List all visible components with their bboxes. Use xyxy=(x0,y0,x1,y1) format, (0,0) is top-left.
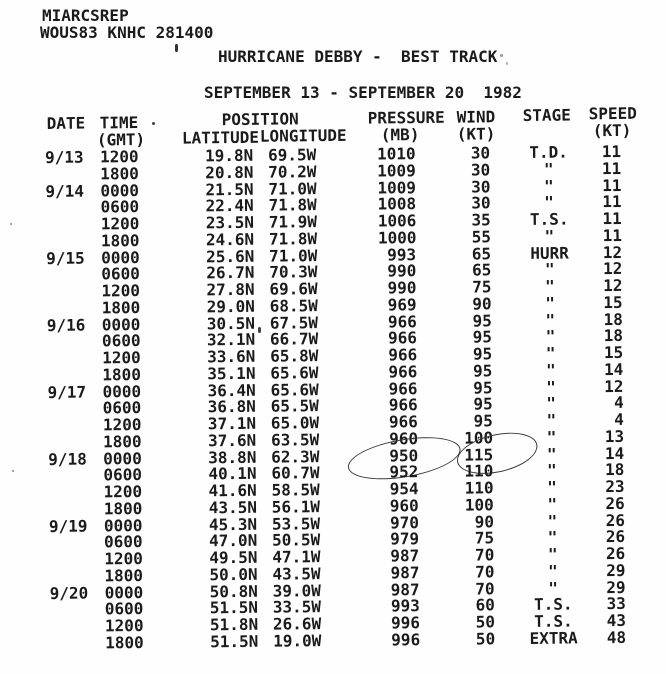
latitude-cell: 43.5N xyxy=(208,497,258,518)
pressure-cell: 993 xyxy=(387,244,417,264)
column-header-speed: SPEED xyxy=(588,103,637,124)
latitude-cell: 27.8N xyxy=(206,279,255,300)
time-cell: 1200 xyxy=(102,348,141,368)
scan-noise xyxy=(152,122,155,125)
pressure-cell: 966 xyxy=(387,311,417,331)
date-cell: 9/19 xyxy=(48,516,88,536)
speed-cell: 15 xyxy=(603,342,624,363)
pressure-cell: 1006 xyxy=(377,211,417,231)
speed-cell: 11 xyxy=(602,208,622,229)
speed-cell: 12 xyxy=(602,259,623,279)
longitude-cell: 69.5W xyxy=(267,145,317,165)
pressure-cell: 960 xyxy=(389,495,419,516)
latitude-cell: 23.5N xyxy=(205,212,255,233)
speed-cell: 26 xyxy=(605,543,626,564)
latitude-cell: 20.8N xyxy=(205,162,254,183)
pressure-cell: 954 xyxy=(389,479,419,499)
circled-pressure-annotation: 950 xyxy=(389,445,419,465)
date-cell xyxy=(50,602,105,619)
column-subheader-mb: (MB) xyxy=(380,125,420,145)
wind-cell: 65 xyxy=(471,243,492,264)
stage-cell: " xyxy=(543,176,554,196)
pressure-cell: 1010 xyxy=(376,144,416,164)
pressure-cell: 969 xyxy=(387,294,417,315)
stage-cell: " xyxy=(545,326,556,347)
wind-cell: 30 xyxy=(470,160,491,180)
pressure-cell: 966 xyxy=(387,328,418,348)
time-cell: 0000 xyxy=(103,448,142,468)
speed-cell: 14 xyxy=(603,359,624,379)
pressure-cell: 1000 xyxy=(377,227,417,248)
stage-cell: " xyxy=(546,444,557,464)
column-subheader-wind-kt: (KT) xyxy=(456,124,496,144)
stage-cell: " xyxy=(547,544,558,564)
latitude-cell: 38.8N xyxy=(208,447,257,467)
stage-cell: EXTRA xyxy=(529,628,578,648)
wind-cell: 95 xyxy=(473,394,493,414)
wind-cell: 35 xyxy=(471,210,491,230)
stage-cell: " xyxy=(547,511,558,531)
time-cell: 1200 xyxy=(99,147,139,167)
column-header-date: DATE xyxy=(46,113,86,133)
longitude-cell: 56.1W xyxy=(271,496,321,517)
time-cell: 0000 xyxy=(101,247,140,267)
track-rows xyxy=(44,141,627,653)
track-row xyxy=(50,627,627,653)
pressure-cell: 1009 xyxy=(377,177,417,198)
longitude-cell: 65.6W xyxy=(270,362,319,383)
circled-wind-annotation: 115 xyxy=(464,444,494,465)
wind-cell: 75 xyxy=(474,528,495,548)
time-cell: 1800 xyxy=(100,230,140,251)
stage-cell: " xyxy=(546,377,556,397)
stage-cell: " xyxy=(548,578,559,598)
wind-cell: 70 xyxy=(474,545,495,565)
longitude-cell: 65.5W xyxy=(270,396,319,416)
pressure-cell: 966 xyxy=(388,412,418,432)
time-cell: 0600 xyxy=(101,264,140,284)
longitude-cell: 50.5W xyxy=(272,530,321,550)
pressure-cell: 993 xyxy=(390,596,420,616)
latitude-cell: 50.0N xyxy=(209,564,258,585)
date-cell xyxy=(46,200,101,217)
speed-cell: 4 xyxy=(614,409,624,430)
pressure-cell: 996 xyxy=(391,629,421,650)
longitude-cell: 69.6W xyxy=(269,279,318,299)
scan-noise xyxy=(258,327,261,333)
column-header-stage: STAGE xyxy=(522,105,571,125)
pressure-cell: 987 xyxy=(390,546,420,566)
time-cell: 1200 xyxy=(100,214,140,234)
stage-cell: " xyxy=(546,410,557,430)
speed-cell: 14 xyxy=(604,443,625,463)
wind-cell: 90 xyxy=(472,294,492,314)
time-cell: 1800 xyxy=(104,565,144,586)
speed-cell: 13 xyxy=(604,426,625,446)
longitude-cell: 71.0W xyxy=(269,245,318,266)
time-cell: 0600 xyxy=(104,599,144,619)
stage-cell: " xyxy=(544,226,555,246)
time-cell: 1200 xyxy=(103,482,143,502)
longitude-cell: 65.0W xyxy=(270,413,320,433)
stage-cell: " xyxy=(547,527,558,548)
date-cell: 9/16 xyxy=(46,315,86,335)
date-cell xyxy=(49,551,104,568)
time-cell: 1800 xyxy=(103,498,143,519)
wind-cell: 50 xyxy=(475,629,496,649)
stage-cell: HURR xyxy=(530,243,569,263)
date-cell xyxy=(48,401,103,418)
latitude-cell: 49.5N xyxy=(209,547,258,568)
time-cell: 1800 xyxy=(102,364,141,385)
longitude-cell: 66.7W xyxy=(269,329,319,349)
column-subheader-longitude: LONGITUDE xyxy=(259,125,347,146)
wind-cell: 75 xyxy=(472,277,492,297)
date-cell: 9/17 xyxy=(47,382,87,402)
date-cell: 9/14 xyxy=(45,181,85,201)
pressure-cell: 970 xyxy=(389,512,420,532)
column-header-time: TIME xyxy=(99,113,139,133)
stage-cell: " xyxy=(543,159,554,179)
latitude-cell: 47.0N xyxy=(209,531,258,551)
latitude-cell: 26.7N xyxy=(206,263,255,283)
stage-cell: " xyxy=(546,393,557,414)
pressure-cell: 990 xyxy=(387,261,417,281)
latitude-cell: 29.0N xyxy=(206,296,255,317)
time-cell: 1800 xyxy=(105,632,144,653)
speed-cell: 15 xyxy=(603,292,623,312)
awips-product-id: MIARCSREP xyxy=(42,6,129,25)
wmo-header: WOUS83 KNHC 281400 xyxy=(40,23,214,42)
speed-cell: 29 xyxy=(606,560,626,580)
wind-cell: 95 xyxy=(472,344,493,364)
longitude-cell: 71.9W xyxy=(268,212,318,232)
wind-cell: 95 xyxy=(473,377,493,398)
date-cell: 9/20 xyxy=(49,583,89,603)
time-cell: 0600 xyxy=(101,331,141,351)
time-cell: 0000 xyxy=(104,582,144,602)
date-cell xyxy=(50,618,105,635)
stage-cell: T.D. xyxy=(529,142,568,162)
stage-cell: T.S. xyxy=(533,594,573,615)
speed-cell: 11 xyxy=(602,225,623,245)
date-cell: 9/18 xyxy=(48,449,87,469)
date-cell xyxy=(48,468,103,485)
longitude-cell: 63.5W xyxy=(270,429,320,450)
latitude-cell: 36.4N xyxy=(207,380,256,400)
longitude-cell: 47.1W xyxy=(272,547,321,567)
wind-cell: 30 xyxy=(470,143,491,163)
wind-cell: 110 xyxy=(464,461,494,481)
time-cell: 0600 xyxy=(102,398,142,418)
longitude-cell: 67.5W xyxy=(269,312,319,333)
speed-cell: 18 xyxy=(603,309,623,329)
wind-cell: 100 xyxy=(464,495,494,515)
speed-cell: 23 xyxy=(605,476,625,497)
time-cell: 0600 xyxy=(103,465,143,485)
speed-cell: 29 xyxy=(606,577,626,597)
stage-cell: " xyxy=(548,561,558,581)
wind-cell: 65 xyxy=(471,260,492,280)
column-subheader-latitude: LATITUDE xyxy=(181,127,260,148)
stage-cell: " xyxy=(547,477,557,497)
stage-cell: " xyxy=(547,494,558,514)
speed-cell: 48 xyxy=(606,627,627,647)
scan-noise xyxy=(10,223,12,225)
latitude-cell: 19.8N xyxy=(204,145,254,166)
stage-cell: " xyxy=(545,360,556,380)
speed-cell: 11 xyxy=(602,175,622,195)
speed-cell: 11 xyxy=(601,158,622,178)
pressure-cell: 987 xyxy=(390,562,420,583)
time-cell: 1200 xyxy=(101,281,141,301)
wind-cell: 60 xyxy=(475,595,495,615)
longitude-cell: 70.3W xyxy=(269,262,318,282)
speed-cell: 18 xyxy=(603,326,624,346)
speed-cell: 43 xyxy=(606,610,627,631)
wind-cell: 50 xyxy=(475,612,496,632)
scan-noise xyxy=(175,44,178,52)
stage-cell: " xyxy=(545,276,555,296)
wind-cell: 55 xyxy=(471,227,492,247)
wind-cell: 70 xyxy=(475,578,495,599)
date-cell: 9/15 xyxy=(46,248,85,268)
time-cell: 0000 xyxy=(100,180,140,200)
pressure-cell: 979 xyxy=(390,529,420,549)
pressure-cell: 966 xyxy=(388,361,418,382)
speed-cell: 11 xyxy=(601,141,622,162)
pressure-cell: 990 xyxy=(387,278,417,298)
longitude-cell: 53.5W xyxy=(271,513,321,534)
latitude-cell: 24.6N xyxy=(205,229,255,250)
speed-cell: 26 xyxy=(605,527,626,547)
wind-cell: 95 xyxy=(472,361,493,381)
time-cell: 0600 xyxy=(100,197,140,217)
date-cell xyxy=(46,283,101,300)
scan-noise xyxy=(500,54,503,57)
time-cell: 1800 xyxy=(102,431,142,452)
longitude-cell: 60.7W xyxy=(271,463,320,483)
column-subheader-speed-kt: (KT) xyxy=(592,120,632,141)
date-cell xyxy=(47,350,102,367)
stage-cell: " xyxy=(544,192,554,213)
wind-cell: 95 xyxy=(472,310,492,331)
latitude-cell: 41.6N xyxy=(208,480,257,501)
time-cell: 0600 xyxy=(104,532,143,552)
speed-cell: 26 xyxy=(605,493,625,513)
longitude-cell: 58.5W xyxy=(271,480,320,500)
pressure-cell: 960 xyxy=(389,428,419,449)
stage-cell: T.S. xyxy=(534,611,573,631)
latitude-cell: 51.5N xyxy=(209,598,259,618)
longitude-cell: 70.2W xyxy=(268,161,317,182)
wind-cell: 100 xyxy=(464,428,494,448)
longitude-cell: 33.5W xyxy=(272,597,322,617)
pressure-cell: 996 xyxy=(390,613,421,633)
speed-cell: 12 xyxy=(602,242,623,262)
longitude-cell: 71.8W xyxy=(268,228,318,249)
stage-cell: T.S. xyxy=(529,209,569,229)
column-header-position: POSITION xyxy=(221,109,299,130)
latitude-cell: 45.3N xyxy=(208,514,258,534)
date-cell xyxy=(46,216,101,233)
longitude-cell: 26.6W xyxy=(272,614,322,634)
wind-cell: 95 xyxy=(473,411,493,431)
latitude-cell: 51.8N xyxy=(209,614,259,635)
scan-noise xyxy=(506,62,508,65)
pressure-cell: 952 xyxy=(389,462,419,482)
wind-cell: 70 xyxy=(475,562,495,582)
longitude-cell: 68.5W xyxy=(269,295,318,316)
date-cell xyxy=(46,267,101,284)
date-cell xyxy=(47,334,102,351)
longitude-cell: 65.8W xyxy=(270,346,319,366)
wind-cell: 90 xyxy=(474,511,495,532)
document-title: HURRICANE DEBBY - BEST TRACK xyxy=(218,47,498,66)
time-cell: 1800 xyxy=(101,297,141,318)
longitude-cell: 62.3W xyxy=(271,446,320,467)
column-header-wind: WIND xyxy=(456,107,496,127)
pressure-cell: 1009 xyxy=(377,160,416,181)
time-cell: 0000 xyxy=(102,381,142,401)
date-range-subtitle: SEPTEMBER 13 - SEPTEMBER 20 1982 xyxy=(204,83,522,102)
speed-cell: 26 xyxy=(605,510,626,530)
speed-cell: 18 xyxy=(605,460,625,480)
speed-cell: 12 xyxy=(604,376,624,396)
speed-cell: 33 xyxy=(606,594,626,614)
latitude-cell: 21.5N xyxy=(205,179,254,199)
longitude-cell: 39.0W xyxy=(272,580,321,601)
speed-cell: 4 xyxy=(613,393,624,413)
pressure-cell: 1008 xyxy=(377,194,417,214)
date-cell xyxy=(50,635,105,652)
latitude-cell: 40.1N xyxy=(208,464,257,484)
stage-cell: " xyxy=(544,259,555,280)
time-cell: 1200 xyxy=(104,548,143,569)
latitude-cell: 51.5N xyxy=(210,631,259,652)
speed-cell: 11 xyxy=(602,192,622,212)
longitude-cell: 71.8W xyxy=(268,195,317,215)
longitude-cell: 43.5W xyxy=(272,563,321,584)
date-cell: 9/13 xyxy=(44,147,84,167)
wind-cell: 30 xyxy=(471,176,491,197)
date-cell xyxy=(49,535,104,552)
pressure-cell: 966 xyxy=(388,378,418,398)
time-cell: 0000 xyxy=(101,314,141,334)
latitude-cell: 22.4N xyxy=(205,196,254,216)
time-cell: 0000 xyxy=(103,515,143,535)
pressure-cell: 966 xyxy=(388,345,418,365)
latitude-cell: 25.6N xyxy=(206,246,255,266)
stage-cell: " xyxy=(546,460,557,481)
speed-cell: 12 xyxy=(603,275,623,296)
date-cell xyxy=(49,484,104,501)
latitude-cell: 35.1N xyxy=(207,363,256,384)
latitude-cell: 37.1N xyxy=(207,413,257,434)
stage-cell: " xyxy=(546,427,557,447)
latitude-cell: 32.1N xyxy=(206,330,256,350)
time-cell: 1800 xyxy=(100,163,139,184)
stage-cell: " xyxy=(545,293,556,313)
longitude-cell: 65.6W xyxy=(270,379,319,400)
stage-cell: " xyxy=(545,310,556,330)
latitude-cell: 30.5N xyxy=(206,313,256,333)
longitude-cell: 19.0W xyxy=(273,630,322,651)
column-header-pressure: PRESSURE xyxy=(367,107,445,128)
time-cell: 1200 xyxy=(104,615,144,636)
time-cell: 1200 xyxy=(102,415,142,435)
longitude-cell: 71.0W xyxy=(268,178,317,199)
stage-cell: " xyxy=(545,343,556,363)
latitude-cell: 33.6N xyxy=(207,346,256,367)
scan-noise xyxy=(12,470,14,472)
date-cell xyxy=(48,417,103,434)
pressure-cell: 987 xyxy=(390,579,420,599)
latitude-cell: 50.8N xyxy=(209,581,258,601)
latitude-cell: 37.6N xyxy=(207,430,257,451)
wind-cell: 30 xyxy=(471,193,491,213)
latitude-cell: 36.8N xyxy=(207,397,256,417)
wind-cell: 95 xyxy=(472,327,493,347)
wind-cell: 110 xyxy=(464,478,494,498)
column-subheader-gmt: (GMT) xyxy=(96,129,146,150)
pressure-cell: 966 xyxy=(388,395,418,415)
